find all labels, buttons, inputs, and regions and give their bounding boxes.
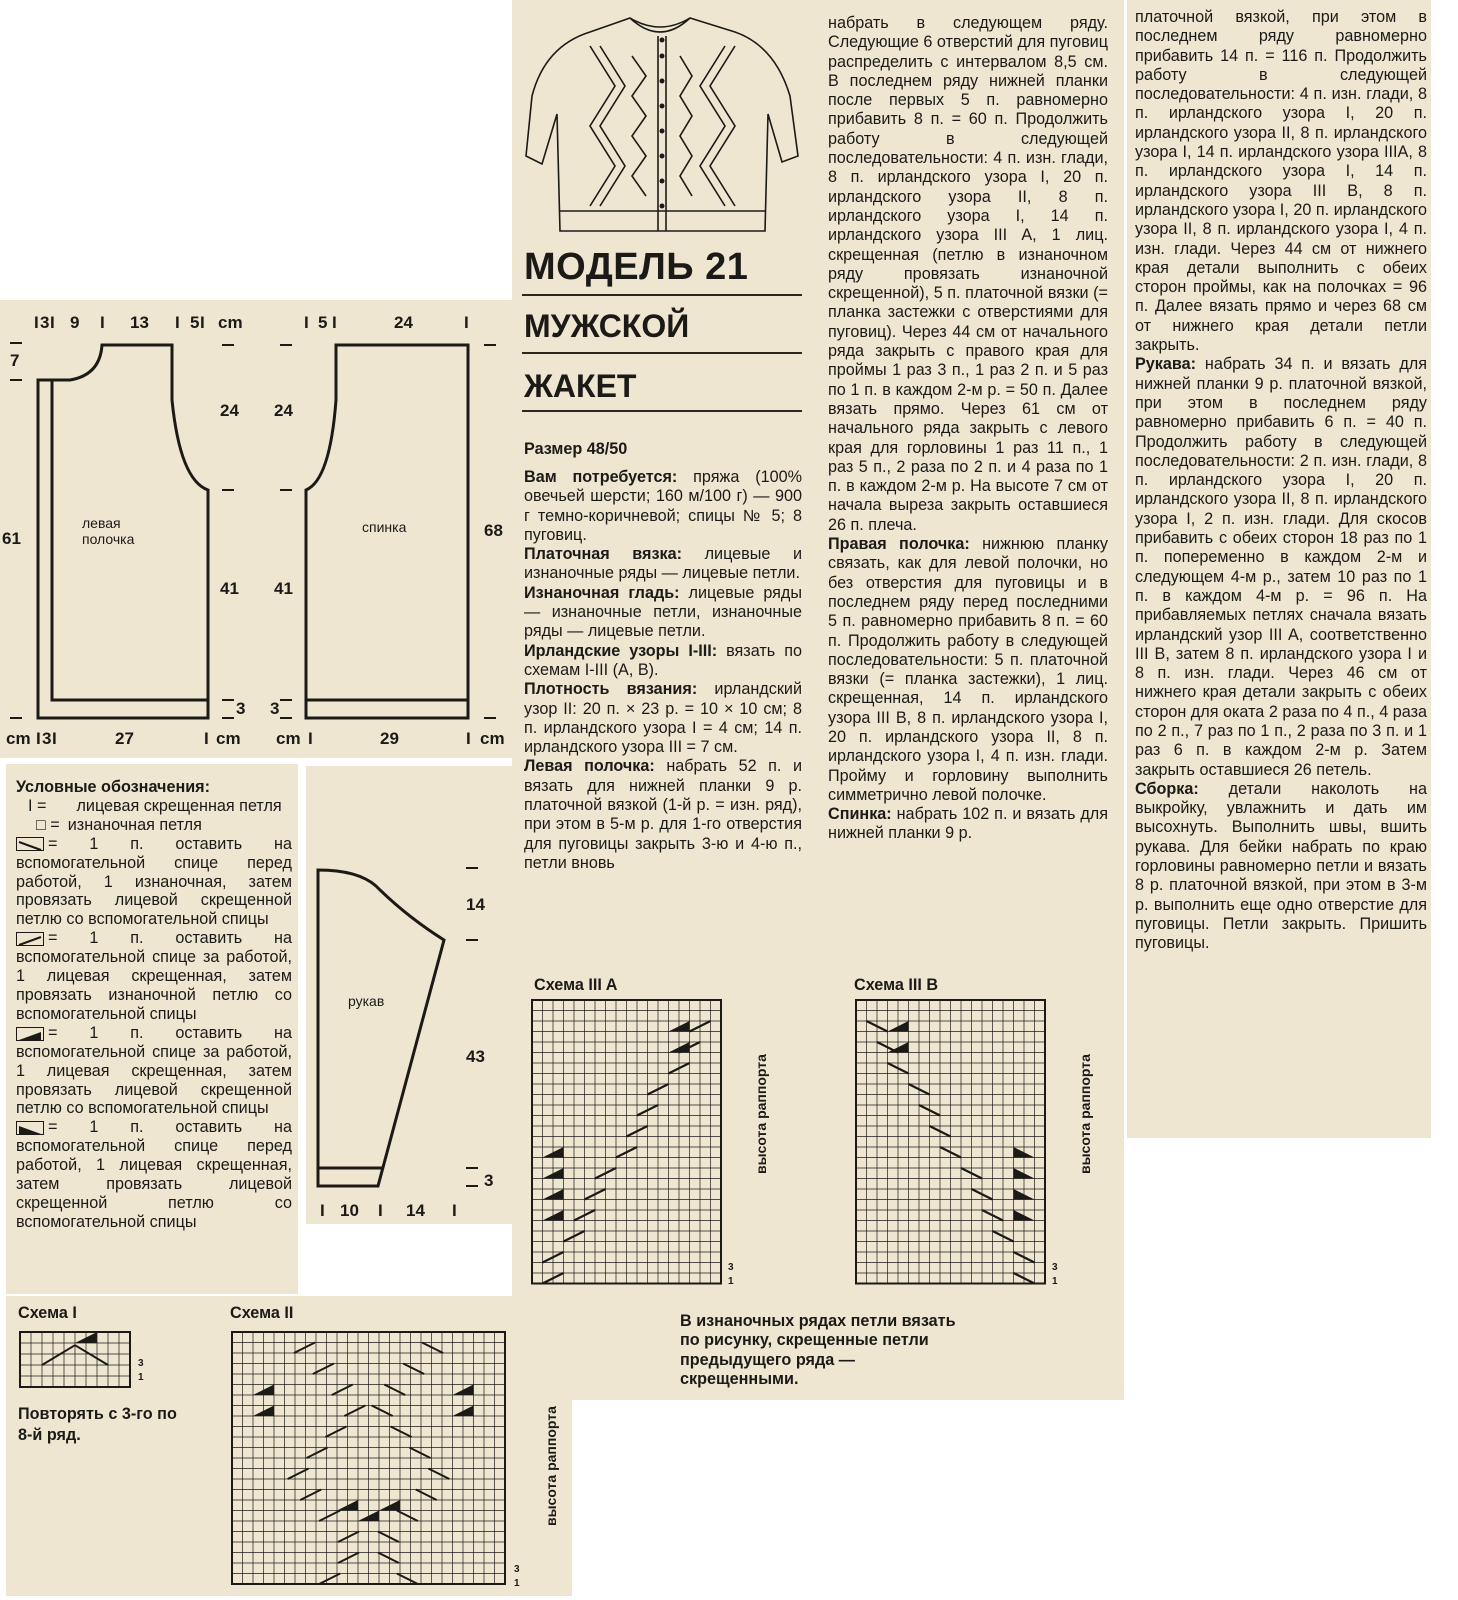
col1-body-1: лицевые и изнаночные ряды — лицевые петли. [524, 545, 802, 583]
scheme-2-row3: 3 [514, 1564, 520, 1575]
scheme-3b-grid [852, 994, 1093, 1287]
svg-text:cm: cm [480, 729, 505, 748]
back-bottom-width: 29 [380, 729, 399, 748]
back-mid-upper: 24 [274, 401, 293, 420]
col1-head-4: Плотность вязания: [524, 680, 698, 699]
right-text-panel [1127, 0, 1431, 1138]
col3-body-1: набрать 34 п. и вязать для нижней планки 9 р. платочной вязкой, при этом в последнем ряду равномерно прибавить 6 п. = 40 п. Продолжить работу в следующей последовательности: 2 п. изн. глади, 8 п. ирландского узора I, 20 п. ирландского узора II, 8 п. ирландского узора I, 2 п. изн. глади. Для скосов прибавить с обеих сторон 18 раз по 1 п. попеременно в каждом 2-м и следующем 4-м р., затем 10 раз по 1 п. в каждом 4-м р. = 96 п. На прибавляемых петлях сначала вязать ирландский узор III A, соответственно III B, затем 8 п. ирландского узора I и 8 п. изн. глади. Через 46 см от нижнего края детали закрыть с обеих сторон для оката 2 раза по 4 п., 4 раза по 2 п., 7 раз по 1 п., 2 раза по 3 п. и 1 раз 6 п. в каждом 2-м р. Затем закрыть оставшиеся 26 петель. [1135, 355, 1427, 779]
front-bottom-left: 3 [42, 729, 52, 748]
front-top-dim-2: 13 [130, 313, 149, 332]
scheme-3b-title: Схема III B [854, 976, 939, 994]
col1-body-5: набрать 52 п. и вязать для нижней планки 9 р. платочной вязкой (1-й р. = изн. ряд), при этом в 5-м р. для 1-го отверстия для пуговицы закрыть 3-ю и 4-ю п., петли вновь [524, 757, 802, 872]
svg-text:I: I [100, 313, 105, 332]
front-bottom-width: 27 [115, 729, 134, 748]
scheme-1-row1: 1 [138, 1372, 144, 1383]
col2-head-1: Правая полочка: [828, 535, 970, 554]
svg-text:полочка: полочка [82, 531, 135, 547]
sleeve-diagram [306, 766, 516, 1224]
front-top-dim-0: 3 [40, 313, 50, 332]
scheme-3a-grid [528, 994, 769, 1287]
svg-text:cm: cm [216, 729, 241, 748]
main-text-panel [512, 0, 1124, 1400]
chart-cable-stitch [300, 1490, 321, 1501]
legend-title: Условные обозначения: [16, 778, 211, 796]
sleeve-panel [306, 766, 516, 1224]
chart-cable-stitch [294, 1343, 315, 1354]
col1-head-0: Вам потребуется: [524, 468, 678, 486]
svg-text:I: I [200, 313, 205, 332]
col1-body-3: вязать по схемам I-III (A, B). [524, 641, 802, 679]
svg-text:I: I [304, 313, 309, 332]
svg-text:I: I [320, 1201, 325, 1220]
scheme-3b-repeat-label: высота раппорта [1077, 1054, 1093, 1174]
chart-cable-stitch [307, 1448, 328, 1459]
front-left-top: 7 [10, 351, 20, 370]
scheme-1-row3: 3 [138, 1358, 144, 1369]
chart-cable-stitch [409, 1448, 430, 1459]
front-top-dim-3: 5 [190, 313, 200, 332]
col1-body-2: лицевые ряды — изнаночные петли, изнаночные ряды — лицевые петли. [524, 583, 802, 641]
front-mid-upper: 24 [220, 401, 239, 420]
legend-text-2: = 1 п. оставить на вспомогательной спице перед работой, 1 изнаночная, затем провязать лицевой скрещенной петлю со вспомогательной спицы [16, 834, 292, 929]
rule-2 [522, 352, 802, 354]
rule-3 [522, 410, 802, 412]
cross-right-purl-icon [16, 932, 44, 946]
svg-text:I: I [464, 313, 469, 332]
scheme-3a-title: Схема III A [534, 976, 618, 994]
back-bottom-dim: 3 [270, 699, 280, 718]
col3-head-1: Рукава: [1135, 355, 1197, 374]
sleeve-right-mid: 43 [466, 1047, 485, 1066]
front-bottom-unit: cm [6, 729, 31, 748]
cross-left-purl-icon [16, 837, 44, 851]
rule-1 [522, 294, 802, 296]
front-top-unit: cm [218, 313, 243, 332]
col1-head-2: Изнаночная гладь: [524, 583, 680, 602]
instructions-column-3 [1135, 8, 1427, 954]
col1-head-1: Платочная вязка: [524, 545, 683, 564]
col2-head-2: Спинка: [828, 805, 892, 824]
col2-body-2: набрать 102 п. и вязать для нижней планки 9 р. [828, 805, 1108, 843]
svg-text:I: I [36, 729, 41, 748]
svg-text:I: I [34, 313, 39, 332]
back-right-height: 68 [484, 521, 503, 540]
scheme-3a-row1: 1 [728, 1276, 734, 1287]
scheme-3b-row1: 1 [1052, 1276, 1058, 1287]
chart-cable-stitch [75, 1345, 108, 1365]
sweater-illustration [520, 6, 800, 246]
chart-cable-stitch [325, 1427, 346, 1438]
svg-text:I: I [308, 729, 313, 748]
pattern-pieces [0, 300, 512, 758]
chart-cable-stitch [378, 1532, 399, 1543]
svg-text:I: I [50, 313, 55, 332]
svg-text:I: I [452, 1201, 457, 1220]
legend-panel [6, 764, 298, 1294]
scheme-2-repeat-label: высота раппорта [543, 1406, 559, 1526]
svg-text:I: I [204, 729, 209, 748]
col3-body-2: детали наколоть на выкройку, увлажнить и дать им высохнуть. Выполнить швы, вшить рукава. Для бейки набрать по краю горловины равномерно петли и вязать 8 р. платочной вязкой, при этом в 3-м р. выполнить еще одно отверстие для пуговицы. Петли закрыть. Пришить пуговицы. [1135, 779, 1427, 953]
col3-head-2: Сборка: [1135, 779, 1199, 798]
legend-sym-1: □ = [36, 815, 60, 834]
pattern-pieces-panel [0, 300, 512, 758]
svg-text:I: I [466, 729, 471, 748]
chart-cable-stitch [422, 1343, 443, 1354]
sleeve-right-bottom: 3 [484, 1171, 494, 1190]
col2-body-0: набрать в следующем ряду. Следующие 6 отверстий для пуговиц распределить с интервалом 8,5 см. В последнем ряду нижней планки после первых 5 п. равномерно прибавить 8 п. = 60 п. Продолжить работу в следующей последовательности: 4 п. изн. глади, 8 п. ирландского узора I, 20 п. ирландского узора II, 8 п. ирландского узора I, 14 п. ирландского узора III A, 1 лиц. скрещенная (петлю в изнаночном ряду провязать изнаночной скрещенной), 5 п. платочной вязки (= планка застежки с отверстиями для пуговиц). Через 44 см от начального ряда закрыть с правого края для проймы 1 раз 3 п., 1 раз 2 п. и 5 раз по 1 п. в каждом 2-м р. = 50 п. Далее вязать прямо. Через 61 см от начального ряда закрыть с левого края для горловины 1 раз 11 п., 1 раз 5 п., 2 раза по 2 п. и 4 раза по 1 п. в каждом 2-м р. На высоте 7 см от начала выреза закрыть оставшиеся 26 п. плеча. [828, 14, 1108, 534]
scheme-1-grid [16, 1326, 146, 1386]
col1-head-5: Левая полочка: [524, 757, 655, 776]
svg-text:I: I [52, 729, 57, 748]
col1-head-3: Ирландские узоры I-III: [524, 641, 718, 660]
front-mid-lower: 41 [220, 579, 239, 598]
chart-cable-stitch [338, 1532, 359, 1543]
legend-text-0: лицевая скрещенная петля [76, 796, 282, 815]
chart-cable-stitch [338, 1553, 359, 1564]
chart-cable-stitch [378, 1553, 399, 1564]
instructions-column-1 [524, 468, 802, 873]
svg-text:I: I [175, 313, 180, 332]
model-subtitle-2: ЖАКЕТ [524, 368, 637, 404]
svg-text:I: I [378, 1201, 383, 1220]
sleeve-bottom-right: 14 [406, 1201, 425, 1220]
cross-right-knit-icon [16, 1027, 44, 1041]
front-left-height: 61 [2, 529, 21, 548]
legend-text-5: = 1 п. оставить на вспомогательной спице перед работой, 1 лицевая скрещенная, затем провязать лицевой скрещенной петлю со вспомогательной спицы [16, 1118, 292, 1231]
legend [16, 778, 292, 1232]
cross-left-knit-icon [16, 1121, 44, 1135]
instructions-column-2 [828, 14, 1108, 844]
schemes-panel [6, 1296, 572, 1596]
back-mid-lower: 41 [274, 579, 293, 598]
back-top-dim-1: 24 [394, 313, 413, 332]
legend-sym-0: I = [28, 796, 47, 815]
chart-cable-stitch [391, 1427, 412, 1438]
scheme-1-note: Повторять с 3-го по 8-й ряд. [18, 1405, 177, 1444]
chart-cable-stitch [332, 1385, 353, 1396]
front-label: левая [82, 515, 121, 531]
svg-text:I: I [332, 313, 337, 332]
chart-cable-stitch [384, 1385, 405, 1396]
back-top-dim-0: 5 [318, 313, 328, 332]
sleeve-bottom-left: 10 [340, 1201, 359, 1220]
scheme-2-row1: 1 [514, 1578, 520, 1589]
scheme-1-title: Схема I [18, 1304, 77, 1322]
sleeve-outline [318, 870, 444, 1186]
front-bottom-dim: 3 [236, 699, 246, 718]
legend-text-4: = 1 п. оставить на вспомогательной спице за работой, 1 лицевая скрещенная, затем провязать лицевой скрещенной петлю со вспомогательной спицы [16, 1023, 292, 1118]
scheme-3b-row3: 3 [1052, 1262, 1058, 1273]
scheme-3a-row3: 3 [728, 1262, 734, 1273]
legend-text-3: = 1 п. оставить на вспомогательной спице за работой, 1 лицевая скрещенная, затем провязать изнаночной петлю со вспомогательной спицы [16, 929, 292, 1023]
model-title: МОДЕЛЬ 21 [524, 246, 749, 288]
front-top-dim-1: 9 [70, 313, 80, 332]
col3-body-0: платочной вязкой, при этом в последнем ряду равномерно прибавить 14 п. = 116 п. Продолжить работу в следующей последовательности: 4 п. изн. глади, 8 п. ирландского узора I, 20 п. ирландского узора II, 8 п. ирландского узора I, 14 п. ирландского узора IIIA, 8 п. ирландского узора I, 14 п. ирландского узора III B, 8 п. ирландского узора I, 20 п. ирландского узора II, 8 п. ирландского узора I, 4 п. изн. глади. Через 44 см от нижнего края детали выполнить с обеих сторон проймы, как на полочках = 96 п. Далее вязать прямо и через 68 см от нижнего края детали петли закрыть. [1135, 8, 1427, 355]
sweater-outline [526, 18, 798, 231]
sleeve-right-top: 14 [466, 895, 485, 914]
size-label: Размер 48/50 [524, 440, 628, 458]
model-subtitle-1: МУЖСКОЙ [524, 308, 690, 344]
back-label: спинка [362, 519, 407, 535]
scheme-2-grid [228, 1326, 568, 1594]
col2-body-1: нижнюю планку связать, как для левой полочки, но без отверстия для пуговицы и в последнем ряду перед последними 5 п. равномерно прибавить 8 п. = 60 п. Продолжить работу в следующей последовательности: 5 п. платочной вязки (= планка застежки), 1 лиц. скрещенная, 14 п. ирландского узора III B, 8 п. ирландского узора I, 20 п. ирландского узора II, 8 п. ирландского узора I, 4 п. изн. глади. Пройму и горловину выполнить симметрично левой полочке. [828, 535, 1108, 804]
back-bottom-unit: cm [276, 729, 301, 748]
col1-body-0: пряжа (100% овечьей шерсти; 160 м/100 г) — 900 г темно-коричневой; спицы № 5; 8 пуговиц. [524, 468, 802, 544]
legend-text-1: изнаночная петля [67, 815, 202, 834]
scheme-note: В изнаночных рядах петли вязать по рисунку, скрещенные петли предыдущего ряда — скрещенными. [680, 1312, 956, 1388]
scheme-3a-repeat-label: высота раппорта [753, 1054, 769, 1174]
col1-body-4: ирландский узор II: 20 п. × 23 р. = 10 × 10 см; 8 п. ирландского узора I = 4 см; 14 п. ирландского узора III = 7 см. [524, 680, 802, 757]
sleeve-label: рукав [348, 993, 385, 1009]
scheme-2-title: Схема II [230, 1304, 294, 1322]
chart-cable-stitch [416, 1490, 437, 1501]
chart-cable-stitch [42, 1345, 75, 1365]
